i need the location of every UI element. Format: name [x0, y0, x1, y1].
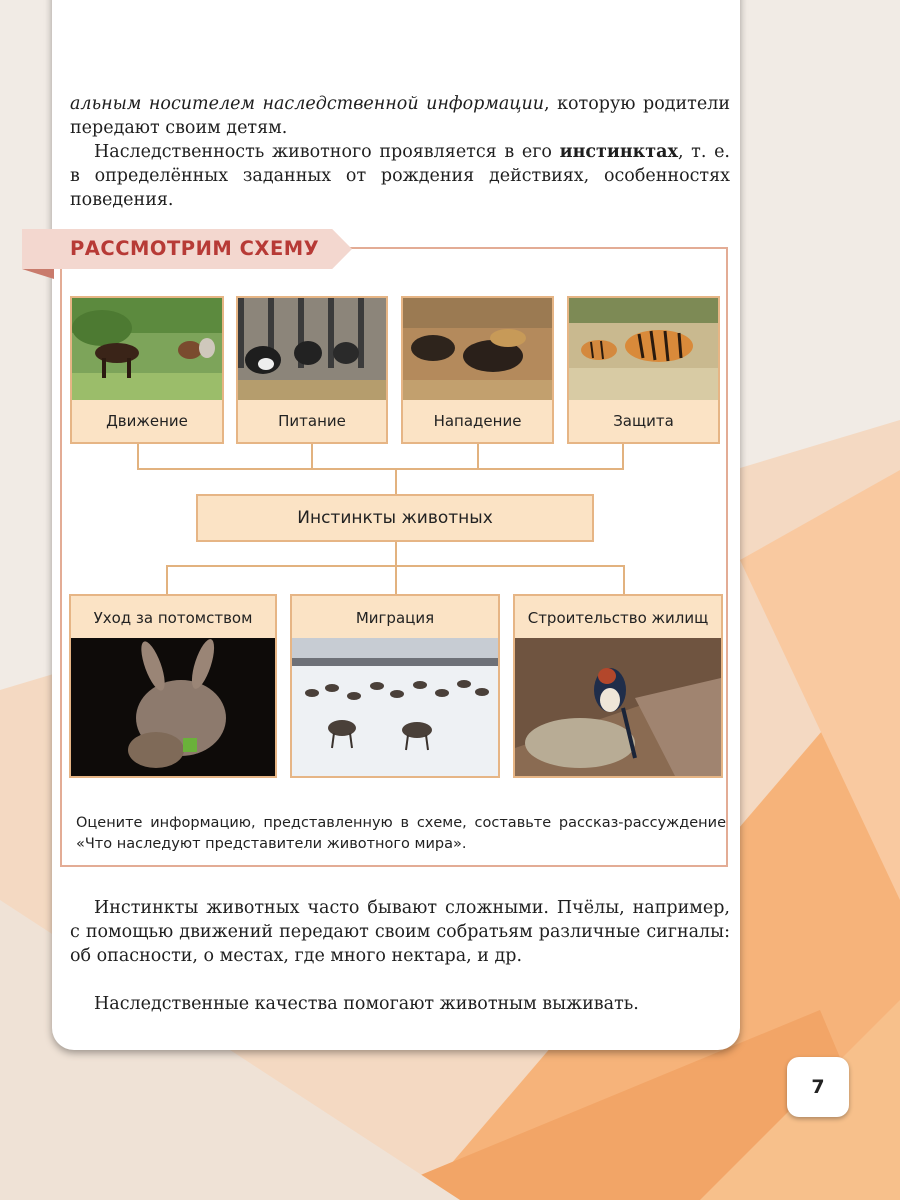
rabbits-photo [71, 638, 275, 776]
paragraph-1: альным носителем наследственной информации, которую родители передают своим детям. [70, 94, 730, 138]
connector [395, 565, 397, 595]
instinct-card-migration [290, 594, 500, 778]
reindeer-photo [292, 638, 498, 776]
connector [395, 468, 397, 494]
instinct-card-movement [70, 296, 224, 444]
paragraph-3: Инстинкты животных часто бывают сложными. Пчёлы, например, с помощью движений передают своим собратьям различные сигналы: об опасности, о местах, где много нектара, и др. [70, 898, 730, 966]
connector-top-h [137, 468, 624, 470]
connector [137, 443, 139, 469]
instinct-card-defense [567, 296, 720, 444]
instinct-label: Строительство жилищ [527, 609, 709, 627]
tigers-photo [569, 298, 718, 400]
horses-photo [72, 298, 222, 400]
instinct-card-feeding [236, 296, 388, 444]
instinct-card-attack [401, 296, 554, 444]
connector [622, 443, 624, 469]
scheme-task: Оцените информацию, представленную в схеме, составьте рассказ-рассуждение «Что наследуют представители животного мира». [76, 815, 726, 852]
paragraph-2: Наследственность животного проявляется в его инстинктах, т. е. в определённых заданных от рождения действиях, особенностях поведения. [70, 142, 730, 210]
scheme-frame-top [340, 247, 728, 249]
instinct-label: Нападение [433, 412, 522, 430]
connector [477, 443, 479, 469]
instinct-label: Уход за потомством [93, 609, 253, 627]
paragraph-4: Наследственные качества помогают животным выживать. [94, 994, 639, 1014]
swallow-photo [515, 638, 721, 776]
instinct-card-building [513, 594, 723, 778]
instinct-label: Защита [613, 412, 674, 430]
instinct-label: Питание [278, 412, 346, 430]
lion-buffalo-photo [403, 298, 552, 400]
instinct-card-offspring [69, 594, 277, 778]
instinct-label: Миграция [355, 609, 435, 627]
instinct-label: Движение [106, 412, 188, 430]
center-box: Инстинкты животных [196, 494, 594, 542]
connector [311, 443, 313, 469]
section-title: РАССМОТРИМ СХЕМУ [70, 237, 320, 260]
page-number: 7 [787, 1057, 849, 1117]
connector [166, 565, 168, 595]
cows-photo [238, 298, 386, 400]
connector [395, 542, 397, 566]
connector [623, 565, 625, 595]
